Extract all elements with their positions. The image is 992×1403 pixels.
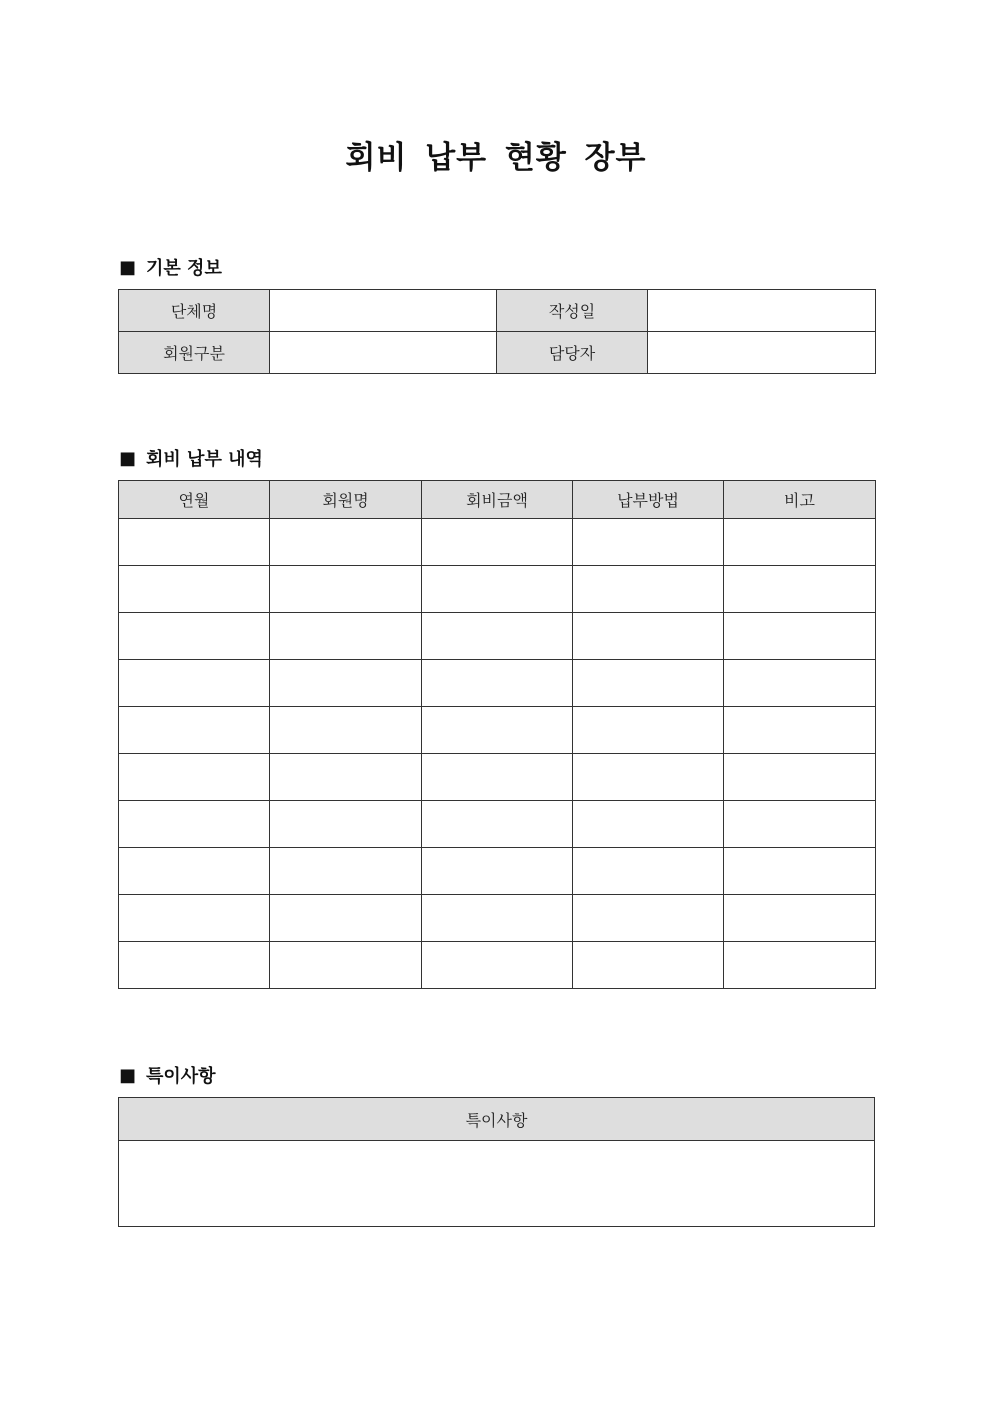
page-title: 회비 납부 현황 장부 [345, 140, 647, 176]
cell-payment-method[interactable] [573, 801, 724, 848]
table-row [119, 848, 876, 895]
notes-table [118, 1097, 875, 1227]
table-row [119, 942, 876, 989]
cell-remarks[interactable] [724, 895, 876, 942]
table-row [119, 613, 876, 660]
table-row [119, 566, 876, 613]
cell-remarks[interactable] [724, 613, 876, 660]
created-date-field[interactable] [648, 290, 876, 332]
cell-member-name[interactable] [270, 707, 422, 754]
created-date-label: 작성일 [497, 290, 648, 332]
cell-remarks[interactable] [724, 566, 876, 613]
group-name-field[interactable] [270, 290, 497, 332]
column-header-year-month: 연월 [119, 481, 270, 519]
cell-fee-amount[interactable] [422, 895, 573, 942]
manager-field[interactable] [648, 332, 876, 374]
cell-member-name[interactable] [270, 848, 422, 895]
cell-member-name[interactable] [270, 660, 422, 707]
table-row [119, 707, 876, 754]
cell-payment-method[interactable] [573, 848, 724, 895]
cell-member-name[interactable] [270, 566, 422, 613]
cell-remarks[interactable] [724, 942, 876, 989]
cell-fee-amount[interactable] [422, 707, 573, 754]
cell-remarks[interactable] [724, 707, 876, 754]
cell-year-month[interactable] [119, 942, 270, 989]
column-header-member-name: 회원명 [270, 481, 422, 519]
section-heading-payments [119, 445, 263, 471]
member-type-label: 회원구분 [119, 332, 270, 374]
cell-remarks[interactable] [724, 519, 876, 566]
cell-year-month[interactable] [119, 566, 270, 613]
basic-info-table [118, 289, 876, 374]
cell-year-month[interactable] [119, 519, 270, 566]
square-bullet-icon: ■ [119, 1064, 137, 1086]
table-row [119, 801, 876, 848]
column-header-fee-amount: 회비금액 [422, 481, 573, 519]
cell-fee-amount[interactable] [422, 519, 573, 566]
section-heading-basic-info [119, 254, 222, 280]
table-row [119, 754, 876, 801]
cell-payment-method[interactable] [573, 660, 724, 707]
column-header-payment-method: 납부방법 [573, 481, 724, 519]
cell-fee-amount[interactable] [422, 848, 573, 895]
cell-year-month[interactable] [119, 801, 270, 848]
section-heading-notes [119, 1062, 216, 1088]
cell-payment-method[interactable] [573, 942, 724, 989]
cell-fee-amount[interactable] [422, 801, 573, 848]
cell-payment-method[interactable] [573, 895, 724, 942]
cell-payment-method[interactable] [573, 707, 724, 754]
cell-member-name[interactable] [270, 613, 422, 660]
section-heading-label: 기본 정보 [146, 258, 222, 279]
table-row [119, 895, 876, 942]
cell-year-month[interactable] [119, 754, 270, 801]
cell-member-name[interactable] [270, 801, 422, 848]
cell-year-month[interactable] [119, 848, 270, 895]
cell-remarks[interactable] [724, 660, 876, 707]
cell-payment-method[interactable] [573, 754, 724, 801]
cell-member-name[interactable] [270, 942, 422, 989]
cell-fee-amount[interactable] [422, 613, 573, 660]
cell-fee-amount[interactable] [422, 660, 573, 707]
square-bullet-icon: ■ [119, 447, 137, 469]
cell-year-month[interactable] [119, 660, 270, 707]
cell-member-name[interactable] [270, 754, 422, 801]
cell-remarks[interactable] [724, 801, 876, 848]
cell-year-month[interactable] [119, 707, 270, 754]
column-header-remarks: 비고 [724, 481, 876, 519]
cell-payment-method[interactable] [573, 519, 724, 566]
cell-member-name[interactable] [270, 519, 422, 566]
section-heading-label: 특이사항 [146, 1066, 216, 1087]
cell-fee-amount[interactable] [422, 942, 573, 989]
section-heading-label: 회비 납부 내역 [146, 449, 263, 470]
table-row [119, 519, 876, 566]
payment-table [118, 480, 876, 989]
group-name-label: 단체명 [119, 290, 270, 332]
member-type-field[interactable] [270, 332, 497, 374]
cell-fee-amount[interactable] [422, 754, 573, 801]
manager-label: 담당자 [497, 332, 648, 374]
cell-member-name[interactable] [270, 895, 422, 942]
cell-payment-method[interactable] [573, 613, 724, 660]
square-bullet-icon: ■ [119, 256, 137, 278]
cell-year-month[interactable] [119, 613, 270, 660]
table-row [119, 660, 876, 707]
notes-content-field[interactable] [119, 1141, 875, 1227]
payment-table-header-row [119, 481, 876, 519]
cell-payment-method[interactable] [573, 566, 724, 613]
cell-remarks[interactable] [724, 848, 876, 895]
cell-fee-amount[interactable] [422, 566, 573, 613]
notes-column-header: 특이사항 [119, 1098, 875, 1141]
cell-year-month[interactable] [119, 895, 270, 942]
cell-remarks[interactable] [724, 754, 876, 801]
